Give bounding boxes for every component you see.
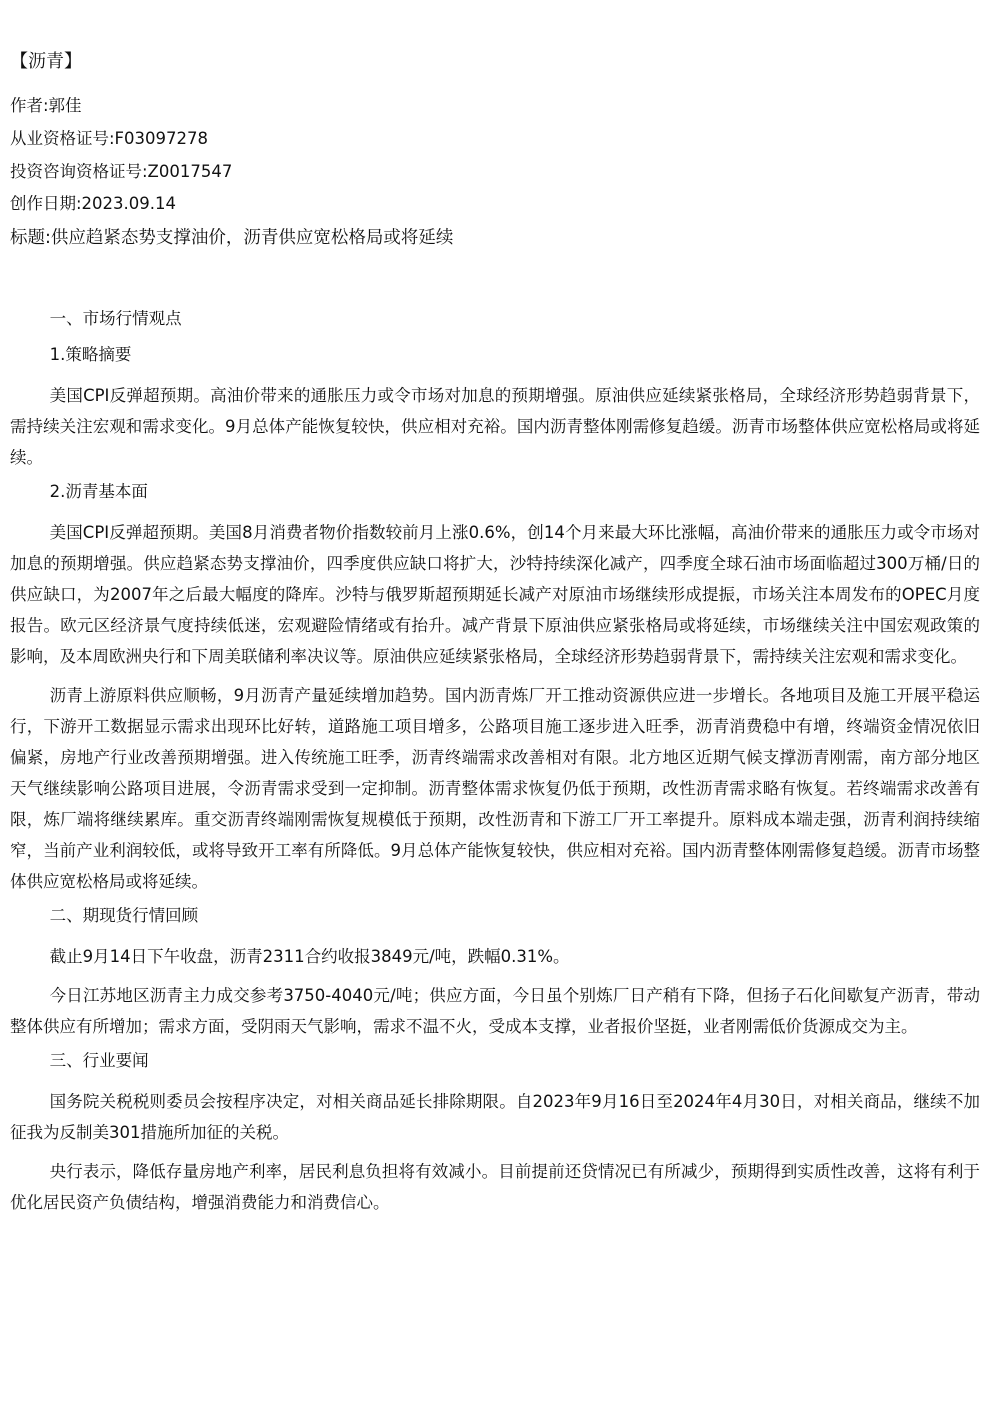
paragraph-spot-market: 今日江苏地区沥青主力成交参考3750-4040元/吨；供应方面，今日虽个别炼厂日产稍有下降，但扬子石化间歇复产沥青，带动整体供应有所增加；需求方面，受阴雨天气影响，需求不温不火，受成本支撑，业者报价坚挺，业者刚需低价货源成交为主。 [10,986,980,1036]
license-number-line: 从业资格证号:F03097278 [10,129,209,148]
creation-date-line: 创作日期:2023.09.14 [10,194,177,213]
author-line: 作者:郭佳 [10,96,82,115]
commodity-tag-title: 【沥青】 [10,51,82,72]
paragraph-futures-close: 截止9月14日下午收盘，沥青2311合约收报3849元/吨，跌幅0.31%。 [49,947,570,966]
subheading-strategy-summary: 1.策略摘要 [49,345,132,364]
paragraph-central-bank-news: 央行表示，降低存量房地产利率，居民利息负担将有效减小。目前提前还贷情况已有所减少，预期得到实质性改善，这将有利于优化居民资产负债结构，增强消费能力和消费信心。 [10,1162,980,1212]
section-heading-industry-news: 三、行业要闻 [49,1051,149,1070]
subheading-fundamentals: 2.沥青基本面 [49,482,148,501]
paragraph-macro-crude: 美国CPI反弹超预期。美国8月消费者物价指数较前月上涨0.6%，创14个月来最大环比涨幅，高油价带来的通胀压力或令市场对加息的预期增强。供应趋紧态势支撑油价，四季度供应缺口将扩大，沙特持续深化减产，四季度全球石油市场面临超过300万桶/日的供应缺口，为2007年之后最大幅度的降库。沙特与俄罗斯超预期延长减产对原油市场继续形成提振，市场关注本周发布的OPEC月度报告。欧元区经济景气度持续低迷，宏观避险情绪或有抬升。减产背景下原油供应紧张格局或将延续，市场继续关注中国宏观政策的影响，及本周欧洲央行和下周美联储利率决议等。原油供应延续紧张格局，全球经济形势趋弱背景下，需持续关注宏观和需求变化。 [10,523,980,666]
document-title: 标题:供应趋紧态势支撑油价，沥青供应宽松格局或将延续 [10,228,454,248]
paragraph-tariff-news: 国务院关税税则委员会按程序决定，对相关商品延长排除期限。自2023年9月16日至2024年4月30日，对相关商品，继续不加征我为反制美301措施所加征的关税。 [10,1092,980,1142]
document-body [10,308,980,1226]
section-heading-market-view: 一、市场行情观点 [49,309,182,328]
paragraph-strategy-summary: 美国CPI反弹超预期。高油价带来的通胀压力或令市场对加息的预期增强。原油供应延续紧张格局，全球经济形势趋弱背景下，需持续关注宏观和需求变化。9月总体产能恢复较快，供应相对充裕。国内沥青整体刚需修复趋缓。沥青市场整体供应宽松格局或将延续。 [10,386,980,467]
section-heading-market-review: 二、期现货行情回顾 [49,906,199,925]
paragraph-supply-demand: 沥青上游原料供应顺畅，9月沥青产量延续增加趋势。国内沥青炼厂开工推动资源供应进一步增长。各地项目及施工开展平稳运行，下游开工数据显示需求出现环比好转，道路施工项目增多，公路项目施工逐步进入旺季，沥青消费稳中有增，终端资金情况依旧偏紧，房地产行业改善预期增强。进入传统施工旺季，沥青终端需求改善相对有限。北方地区近期气候支撑沥青刚需，南方部分地区天气继续影响公路项目进展，令沥青需求受到一定抑制。沥青整体需求恢复仍低于预期，改性沥青需求略有恢复。若终端需求改善有限，炼厂端将继续累库。重交沥青终端刚需恢复规模低于预期，改性沥青和下游工厂开工率提升。原料成本端走强，沥青利润持续缩窄，当前产业利润较低，或将导致开工率有所降低。9月总体产能恢复较快，供应相对充裕。国内沥青整体刚需修复趋缓。沥青市场整体供应宽松格局或将延续。 [10,686,980,891]
advisory-license-line: 投资咨询资格证号:Z0017547 [10,162,233,181]
